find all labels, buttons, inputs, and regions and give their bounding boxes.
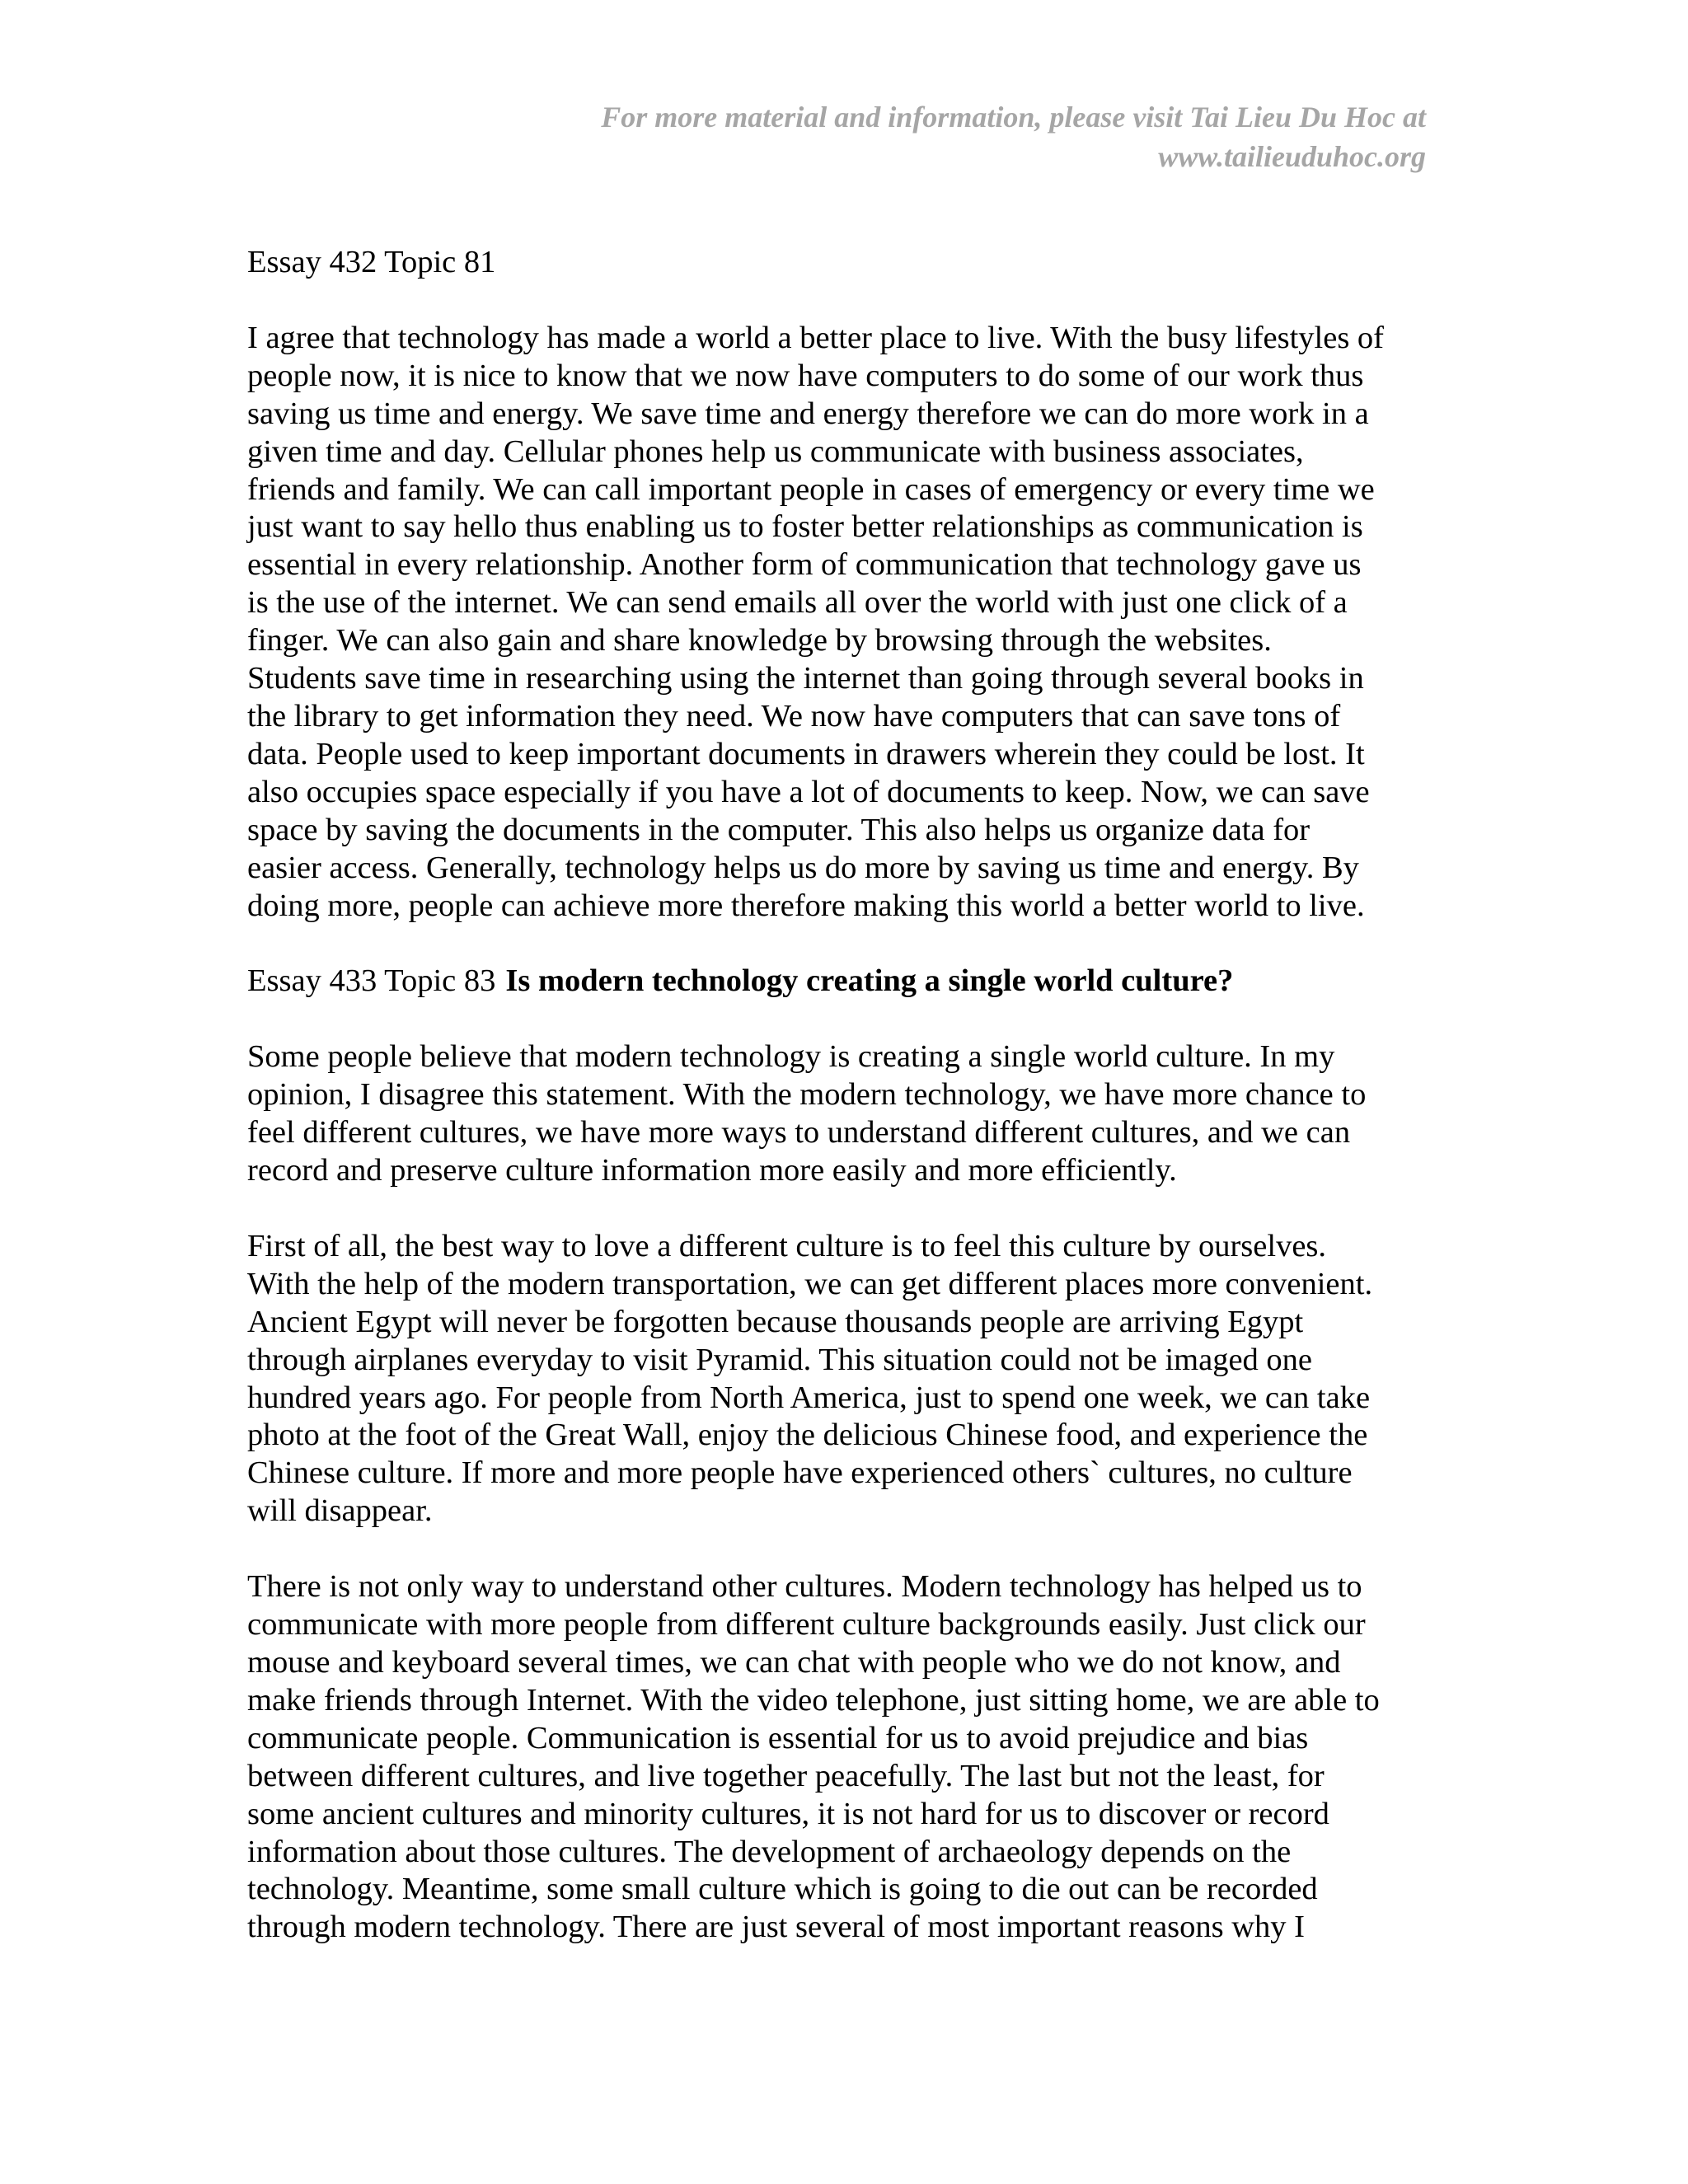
essay-433-topic-title: Is modern technology creating a single world culture? xyxy=(505,963,1234,999)
essay-433-heading-text: Essay 433 Topic 83 xyxy=(247,963,496,999)
text-line: is the use of the internet. We can send emails all over the world with just one click of a xyxy=(247,585,1348,621)
essay-433-paragraph-3 xyxy=(247,1568,1434,1947)
text-line: opinion, I disagree this statement. With the modern technology, we have more chance to xyxy=(247,1077,1367,1113)
essay-432-paragraph-1 xyxy=(247,320,1434,926)
essay-432-heading xyxy=(247,244,1434,282)
text-line: make friends through Internet. With the video telephone, just sitting home, we are able to xyxy=(247,1682,1380,1718)
page-header xyxy=(437,97,1426,176)
text-line: essential in every relationship. Another form of communication that technology gave us xyxy=(247,547,1362,583)
text-line: hundred years ago. For people from North America, just to spend one week, we can take xyxy=(247,1380,1371,1415)
text-line: the library to get information they need. We now have computers that can save tons of xyxy=(247,698,1341,733)
paragraph-gap xyxy=(247,1001,1434,1038)
essay-433-paragraph-2 xyxy=(247,1228,1434,1530)
paragraph-gap xyxy=(247,282,1434,320)
text-line: Students save time in researching using the internet than going through several books in xyxy=(247,661,1364,696)
text-line: given time and day. Cellular phones help us communicate with business associates, xyxy=(247,434,1304,469)
paragraph-gap xyxy=(247,1530,1434,1568)
text-line: Ancient Egypt will never be forgotten because thousands people are arriving Egypt xyxy=(247,1304,1304,1339)
text-line: Chinese culture. If more and more people have experienced others` cultures, no culture xyxy=(247,1455,1353,1491)
text-line: doing more, people can achieve more therefore making this world a better world to live. xyxy=(247,888,1365,923)
text-line: technology. Meantime, some small culture which is going to die out can be recorded xyxy=(247,1872,1318,1907)
text-line: some ancient cultures and minority cultures, it is not hard for us to discover or record xyxy=(247,1796,1329,1831)
paragraph-gap xyxy=(247,925,1434,963)
text-line: people now, it is nice to know that we now have computers to do some of our work thus xyxy=(247,358,1364,393)
text-line: will disappear. xyxy=(247,1493,433,1529)
text-line: just want to say hello thus enabling us to foster better relationships as communication is xyxy=(247,509,1363,545)
text-line: First of all, the best way to love a different culture is to feel this culture by ourselves. xyxy=(247,1228,1327,1263)
text-line: information about those cultures. The development of archaeology depends on the xyxy=(247,1834,1292,1869)
text-line: I agree that technology has made a world a better place to live. With the busy lifestyles of xyxy=(247,320,1385,355)
essay-433-paragraph-1 xyxy=(247,1038,1434,1190)
text-line: photo at the foot of the Great Wall, enjoy the delicious Chinese food, and experience the xyxy=(247,1418,1368,1453)
text-line: also occupies space especially if you have a lot of documents to keep. Now, we can save xyxy=(247,774,1370,809)
text-line: friends and family. We can call important people in cases of emergency or every time we xyxy=(247,471,1375,507)
text-line: through airplanes everyday to visit Pyramid. This situation could not be imaged one xyxy=(247,1342,1313,1377)
text-line: saving us time and energy. We save time and energy therefore we can do more work in a xyxy=(247,396,1369,431)
text-line: communicate with more people from different culture backgrounds easily. Just click our xyxy=(247,1607,1366,1643)
essay-432-heading-text: Essay 432 Topic 81 xyxy=(247,245,496,279)
essay-433-heading xyxy=(247,963,1434,1001)
text-line: easier access. Generally, technology helps us do more by saving us time and energy. By xyxy=(247,850,1359,885)
text-line: mouse and keyboard several times, we can chat with people who we do not know, and xyxy=(247,1645,1341,1680)
text-line: Some people believe that modern technology is creating a single world culture. In my xyxy=(247,1039,1335,1075)
paragraph-gap xyxy=(247,1190,1434,1228)
header-line-1: For more material and information, please visit Tai Lieu Du Hoc at xyxy=(601,101,1426,134)
text-line: There is not only way to understand other cultures. Modern technology has helped us to xyxy=(247,1569,1362,1605)
text-line: With the help of the modern transportation, we can get different places more convenient. xyxy=(247,1266,1373,1301)
text-line: data. People used to keep important documents in drawers wherein they could be lost. It xyxy=(247,736,1365,771)
text-line: between different cultures, and live together peacefully. The last but not the least, for xyxy=(247,1758,1325,1793)
text-line: through modern technology. There are just several of most important reasons why I xyxy=(247,1910,1306,1945)
text-line: finger. We can also gain and share knowledge by browsing through the websites. xyxy=(247,623,1272,658)
text-line: feel different cultures, we have more ways to understand different cultures, and we can xyxy=(247,1115,1351,1151)
text-line: communicate people. Communication is essential for us to avoid prejudice and bias xyxy=(247,1720,1309,1755)
header-url: www.tailieuduhoc.org xyxy=(1158,140,1426,173)
text-line: record and preserve culture information more easily and more efficiently. xyxy=(247,1153,1177,1188)
text-line: space by saving the documents in the computer. This also helps us organize data for xyxy=(247,812,1311,847)
document-body xyxy=(247,244,1434,1947)
